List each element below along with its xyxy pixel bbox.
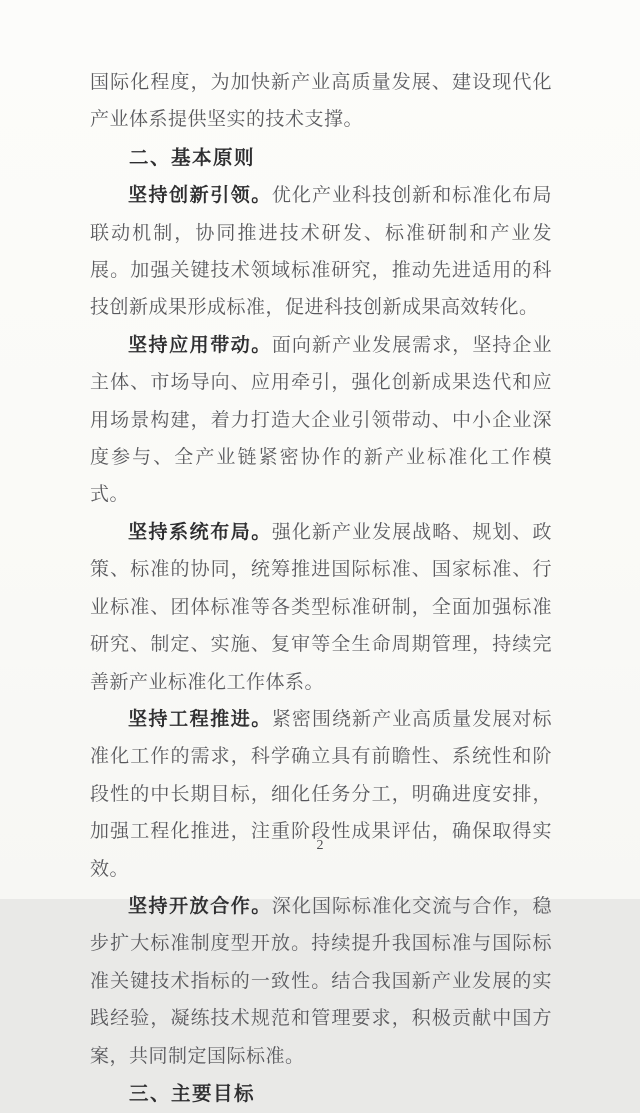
section-heading-main-goals: 三、主要目标 [129,1083,256,1105]
principle-paragraph-system-layout [90,514,552,701]
principle-lead: 坚持系统布局。 [128,521,272,543]
principle-body: 深化国际标准化交流与合作，稳步扩大标准制度型开放。持续提升我国标准与国际标准关键技术指标的一致性。结合我国新产业发展的实践经验，凝练技术规范和管理要求，积极贡献中国方案，共同制定国际标准。 [90,895,552,1067]
principle-lead: 坚持工程推进。 [128,708,272,730]
principle-paragraph-engineering [90,701,552,888]
principle-lead: 坚持应用带动。 [128,334,272,356]
principle-paragraph-innovation [90,177,552,327]
principle-lead: 坚持创新引领。 [128,185,272,207]
principle-body: 面向新产业发展需求，坚持企业主体、市场导向、应用牵引，强化创新成果迭代和应用场景构建，着力打造大企业引领带动、中小企业深度参与、全产业链紧密协作的新产业标准化工作模式。 [90,334,552,506]
page-number: 2 [316,838,324,853]
principle-body: 强化新产业发展战略、规划、政策、标准的协同，统筹推进国际标准、国家标准、行业标准、团体标准等各类型标准研制，全面加强标准研究、制定、实施、复审等全生命周期管理，持续完善新产业标准化工作体系。 [90,521,552,693]
section-heading-basic-principles: 二、基本原则 [129,147,256,169]
principle-paragraph-open-cooperation [90,888,552,1075]
page-content [90,64,552,1113]
principle-paragraph-application [90,327,552,514]
intro-continuation-paragraph: 国际化程度，为加快新产业高质量发展、建设现代化产业体系提供坚实的技术支撑。 [90,72,552,131]
principle-body: 紧密围绕新产业高质量发展对标准化工作的需求，科学确立具有前瞻性、系统性和阶段性的中长期目标，细化任务分工，明确进度安排，加强工程化推进，注重阶段性成果评估，确保取得实效。 [90,708,552,880]
principle-body: 优化产业科技创新和标准化布局联动机制，协同推进技术研发、标准研制和产业发展。加强关键技术领域标准研究，推动先进适用的科技创新成果形成标准，促进科技创新成果高效转化。 [90,185,552,319]
principle-lead: 坚持开放合作。 [128,895,272,917]
